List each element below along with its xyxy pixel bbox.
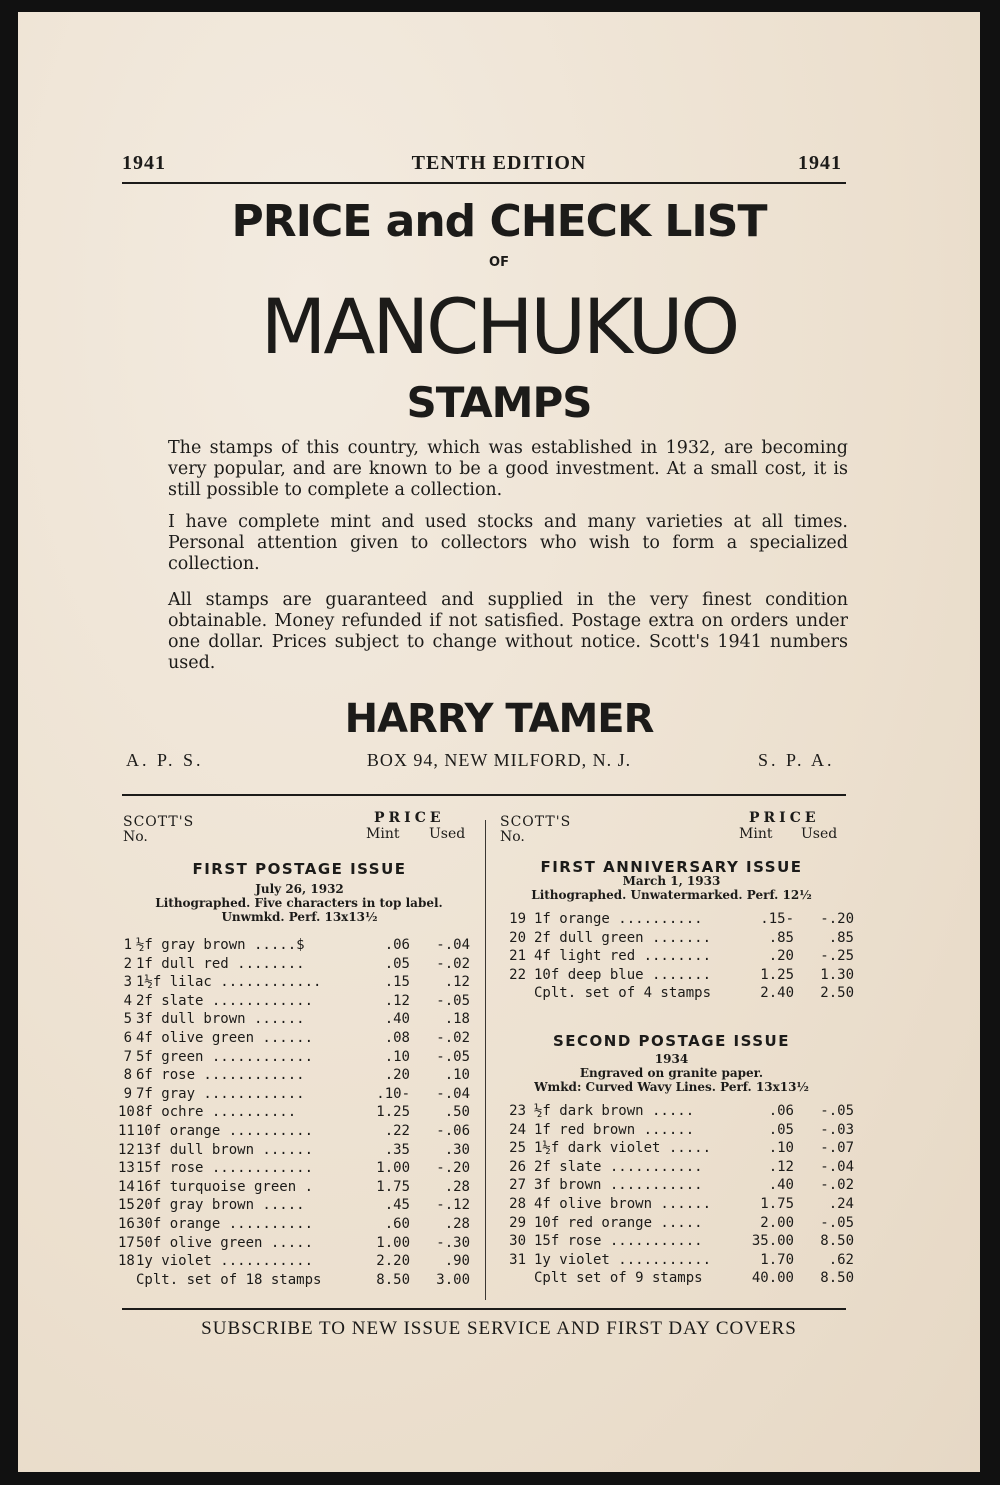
used-price: -.30: [436, 1234, 470, 1251]
second-postage-issue-note-1: Engraved on granite paper.: [579, 1066, 764, 1080]
mint-price: 2.00: [760, 1214, 794, 1231]
set-total-row: [502, 984, 862, 1003]
mint-price: 1.00: [376, 1160, 410, 1177]
dealer-name: HARRY TAMER: [344, 696, 654, 742]
stamp-number: 15: [118, 1197, 135, 1214]
used-price: .62: [828, 1251, 854, 1268]
stamp-description: 30f orange ..........: [136, 1216, 314, 1232]
left-mint-label: Mint: [366, 826, 400, 842]
stamp-description: 10f orange ..........: [136, 1123, 314, 1139]
left-price-label: PRICE: [374, 810, 445, 826]
dealer-spa: S. P. A.: [758, 750, 835, 770]
stamp-number: 5: [123, 1011, 132, 1028]
stamp-number: 18: [118, 1253, 135, 1270]
table-row: [118, 1066, 478, 1085]
right-price-label: PRICE: [749, 810, 820, 826]
table-row: [118, 1048, 478, 1067]
right-used-label: Used: [801, 826, 838, 842]
table-row: [118, 973, 478, 992]
stamp-description: 50f olive green .....: [136, 1234, 314, 1251]
mint-price: .20: [384, 1067, 410, 1084]
used-price: -.05: [436, 992, 470, 1009]
set-description: Cplt set of 9 stamps: [534, 1270, 703, 1287]
stamp-number: 17: [118, 1234, 135, 1251]
used-price: .30: [444, 1141, 470, 1158]
mint-price: .35: [384, 1141, 410, 1158]
table-row: [118, 1234, 478, 1253]
mint-price: .08: [384, 1030, 410, 1046]
table-row: [118, 1103, 478, 1122]
table-row: [502, 929, 862, 948]
stamp-description: 8f ochre ..........: [136, 1104, 297, 1121]
stamp-description: 7f gray ............: [136, 1085, 305, 1102]
set-total-row: [118, 1271, 478, 1290]
table-row: [502, 966, 862, 985]
stamp-description: 6f rose ............: [136, 1067, 305, 1084]
stamp-number: 25: [509, 1140, 526, 1157]
table-row: [502, 947, 862, 966]
stamp-description: 16f turquoise green .: [136, 1178, 314, 1195]
right-scotts-label: SCOTT'S: [500, 814, 572, 830]
used-price: -.12: [436, 1197, 470, 1214]
first-anniversary-issue-heading: FIRST ANNIVERSARY ISSUE: [540, 858, 803, 876]
used-price: .18: [444, 1011, 470, 1028]
mint-price: 2.20: [376, 1253, 410, 1270]
set-used-price: 8.50: [820, 1270, 854, 1287]
stamp-description: 2f slate ...........: [534, 1158, 703, 1175]
mint-price: .06: [384, 937, 410, 953]
stamp-description: 1½f lilac ............: [136, 974, 322, 991]
table-row: [502, 1121, 862, 1140]
stamp-number: 30: [509, 1233, 526, 1250]
used-price: -.02: [436, 955, 470, 972]
stamp-description: ½f gray brown .....$: [136, 937, 305, 953]
stamp-description: 2f dull green .......: [534, 929, 712, 946]
intro-paragraph-2: I have complete mint and used stocks and many varieties at all times. Personal attention given to collectors who wish to form a specialized collection.: [168, 512, 848, 574]
used-price: .28: [444, 1178, 470, 1195]
title-line-1: PRICE and CHECK LIST: [231, 196, 767, 247]
stamp-description: 3f brown ...........: [534, 1177, 703, 1194]
table-row: [502, 1102, 862, 1121]
stamp-description: 4f olive brown ......: [534, 1196, 712, 1212]
table-row: [118, 1252, 478, 1271]
stamp-number: 21: [509, 948, 526, 965]
stamp-number: 8: [123, 1067, 132, 1084]
table-row: [118, 1141, 478, 1160]
footer-rule: [122, 1308, 846, 1310]
used-price: -.04: [820, 1158, 854, 1175]
mint-price: 1.75: [760, 1196, 794, 1212]
stamp-number: 26: [509, 1158, 526, 1175]
used-price: -.20: [436, 1160, 470, 1177]
set-mint-price: 2.40: [760, 985, 794, 1002]
second-postage-issue-heading: SECOND POSTAGE ISSUE: [553, 1032, 790, 1050]
mint-price: 1.25: [760, 966, 794, 983]
right-no-label: No.: [500, 829, 525, 845]
stamp-description: 1y violet ...........: [136, 1253, 314, 1270]
mint-price: .15-: [760, 911, 794, 927]
footer-text: SUBSCRIBE TO NEW ISSUE SERVICE AND FIRST DAY COVERS: [201, 1318, 797, 1339]
stamp-description: 1y violet ...........: [534, 1251, 712, 1268]
mint-price: .40: [768, 1177, 794, 1194]
table-row: [502, 910, 862, 929]
stamp-number: 19: [509, 911, 526, 927]
stamp-description: 1½f dark violet .....: [534, 1140, 712, 1157]
used-price: .28: [444, 1216, 470, 1232]
mint-price: .06: [768, 1103, 794, 1119]
used-price: .12: [444, 974, 470, 991]
table-row: [502, 1176, 862, 1195]
mint-price: 1.25: [376, 1104, 410, 1121]
used-price: -.05: [820, 1214, 854, 1231]
used-price: -.02: [436, 1030, 470, 1046]
stamp-description: 1f dull red ........: [136, 955, 305, 972]
first-anniversary-issue-date: March 1, 1933: [622, 874, 721, 888]
table-row: [118, 1085, 478, 1104]
stamp-number: 27: [509, 1177, 526, 1194]
table-row: [118, 1159, 478, 1178]
mint-price: .15: [384, 974, 410, 991]
dealer-address: BOX 94, NEW MILFORD, N. J.: [366, 750, 632, 770]
table-row: [502, 1232, 862, 1251]
first-anniversary-issue-note: Lithographed. Unwatermarked. Perf. 12½: [531, 888, 812, 902]
set-description: Cplt. set of 18 stamps: [136, 1271, 322, 1288]
mint-price: .22: [384, 1123, 410, 1139]
table-row: [118, 1178, 478, 1197]
stamp-description: 15f rose ............: [136, 1160, 314, 1177]
table-row: [502, 1139, 862, 1158]
stamp-description: 1f red brown ......: [534, 1121, 695, 1138]
used-price: .24: [828, 1196, 854, 1212]
stamp-number: 22: [509, 966, 526, 983]
table-row: [118, 955, 478, 974]
price-list-page: [18, 12, 980, 1472]
stamp-number: 12: [118, 1141, 135, 1158]
stamp-description: 2f slate ............: [136, 992, 314, 1009]
mint-price: .85: [768, 929, 794, 946]
stamp-number: 4: [123, 992, 132, 1009]
mint-price: 35.00: [751, 1233, 794, 1250]
used-price: 1.30: [820, 966, 854, 983]
mint-price: .10: [768, 1140, 794, 1157]
stamp-number: 31: [509, 1251, 526, 1268]
stamp-description: 5f green ............: [136, 1048, 314, 1065]
used-price: -.20: [820, 911, 854, 927]
stamp-number: 14: [118, 1178, 135, 1195]
set-total-row: [502, 1269, 862, 1288]
stamp-number: 11: [118, 1123, 135, 1139]
stamp-description: 1f orange ..........: [534, 911, 703, 927]
header-year-right: 1941: [798, 152, 842, 174]
stamp-description: 15f rose ...........: [534, 1233, 703, 1250]
stamp-description: 4f light red ........: [534, 948, 712, 965]
set-used-price: 3.00: [436, 1271, 470, 1288]
used-price: -.02: [820, 1177, 854, 1194]
table-row: [118, 1010, 478, 1029]
table-row: [118, 936, 478, 955]
mint-price: .10: [384, 1048, 410, 1065]
header-year-left: 1941: [122, 152, 166, 174]
header-rule: [122, 182, 846, 184]
table-row: [118, 1122, 478, 1141]
table-row: [502, 1158, 862, 1177]
stamp-number: 29: [509, 1214, 526, 1231]
left-scotts-label: SCOTT'S: [123, 814, 195, 830]
mint-price: .45: [384, 1197, 410, 1214]
set-mint-price: 40.00: [751, 1270, 794, 1287]
used-price: -.05: [820, 1103, 854, 1119]
dealer-aps: A. P. S.: [126, 750, 204, 770]
mint-price: 1.00: [376, 1234, 410, 1251]
used-price: -.25: [820, 948, 854, 965]
used-price: -.04: [436, 1085, 470, 1102]
stamp-number: 23: [509, 1103, 526, 1119]
stamp-number: 3: [123, 974, 132, 991]
stamp-number: 24: [509, 1121, 526, 1138]
stamp-number: 13: [118, 1160, 135, 1177]
mint-price: .20: [768, 948, 794, 965]
mint-price: .05: [768, 1121, 794, 1138]
mint-price: .60: [384, 1216, 410, 1232]
stamp-number: 1: [123, 937, 132, 953]
title-country: MANCHUKUO: [260, 282, 738, 371]
header-edition: TENTH EDITION: [411, 152, 587, 174]
stamp-number: 2: [123, 955, 132, 972]
mint-price: .12: [768, 1158, 794, 1175]
stamp-description: 4f olive green ......: [136, 1030, 314, 1046]
used-price: -.07: [820, 1140, 854, 1157]
second-postage-issue-date: 1934: [654, 1052, 689, 1066]
table-row: [118, 1215, 478, 1234]
stamp-description: ½f dark brown .....: [534, 1103, 695, 1119]
used-price: -.03: [820, 1121, 854, 1138]
set-description: Cplt. set of 4 stamps: [534, 985, 712, 1002]
stamp-description: 3f dull brown ......: [136, 1011, 305, 1028]
stamp-number: 16: [118, 1216, 135, 1232]
stamp-number: 6: [123, 1030, 132, 1046]
used-price: -.06: [436, 1123, 470, 1139]
used-price: .85: [828, 929, 854, 946]
intro-paragraph-3: All stamps are guaranteed and supplied in the very finest condition obtainable. Money refunded if not satisfied. Postage extra on orders under one dollar. Prices subject to change without notice. Scott's 1941 numbers used.: [168, 590, 848, 673]
right-mint-label: Mint: [739, 826, 773, 842]
stamp-number: 9: [123, 1085, 132, 1102]
mint-price: .12: [384, 992, 410, 1009]
table-row: [502, 1195, 862, 1214]
section-rule: [122, 794, 846, 796]
mint-price: .40: [384, 1011, 410, 1028]
used-price: .50: [444, 1104, 470, 1121]
set-used-price: 2.50: [820, 985, 854, 1002]
used-price: 8.50: [820, 1233, 854, 1250]
left-no-label: No.: [123, 829, 148, 845]
table-row: [118, 1196, 478, 1215]
mint-price: 1.75: [376, 1178, 410, 1195]
table-row: [502, 1251, 862, 1270]
stamp-number: 20: [509, 929, 526, 946]
stamp-description: 10f red orange .....: [534, 1214, 703, 1231]
mint-price: .10-: [376, 1085, 410, 1102]
used-price: .90: [444, 1253, 470, 1270]
table-row: [502, 1214, 862, 1233]
used-price: .10: [444, 1067, 470, 1084]
table-row: [118, 1029, 478, 1048]
used-price: -.05: [436, 1048, 470, 1065]
stamp-description: 20f gray brown .....: [136, 1197, 305, 1214]
title-line-2: OF: [489, 255, 509, 270]
set-mint-price: 8.50: [376, 1271, 410, 1288]
used-price: -.04: [436, 937, 470, 953]
first-postage-issue-date: July 26, 1932: [255, 882, 344, 896]
table-row: [118, 992, 478, 1011]
title-line-4: STAMPS: [406, 378, 592, 427]
stamp-description: 13f dull brown ......: [136, 1141, 314, 1158]
stamp-number: 10: [118, 1104, 135, 1121]
first-postage-issue-note-1: Lithographed. Five characters in top label.: [155, 896, 443, 910]
stamp-number: 7: [123, 1048, 132, 1065]
second-postage-issue-note-2: Wmkd: Curved Wavy Lines. Perf. 13x13½: [534, 1080, 809, 1094]
first-postage-issue-note-2: Unwmkd. Perf. 13x13½: [221, 910, 378, 924]
mint-price: 1.70: [760, 1251, 794, 1268]
first-postage-issue-heading: FIRST POSTAGE ISSUE: [192, 860, 407, 878]
stamp-description: 10f deep blue .......: [534, 966, 712, 983]
left-used-label: Used: [429, 826, 466, 842]
intro-paragraph-1: The stamps of this country, which was established in 1932, are becoming very popular, and are known to be a good investment. At a small cost, it is still possible to complete a collection.: [168, 438, 848, 500]
column-divider: [485, 820, 486, 1300]
mint-price: .05: [384, 955, 410, 972]
stamp-number: 28: [509, 1196, 526, 1212]
